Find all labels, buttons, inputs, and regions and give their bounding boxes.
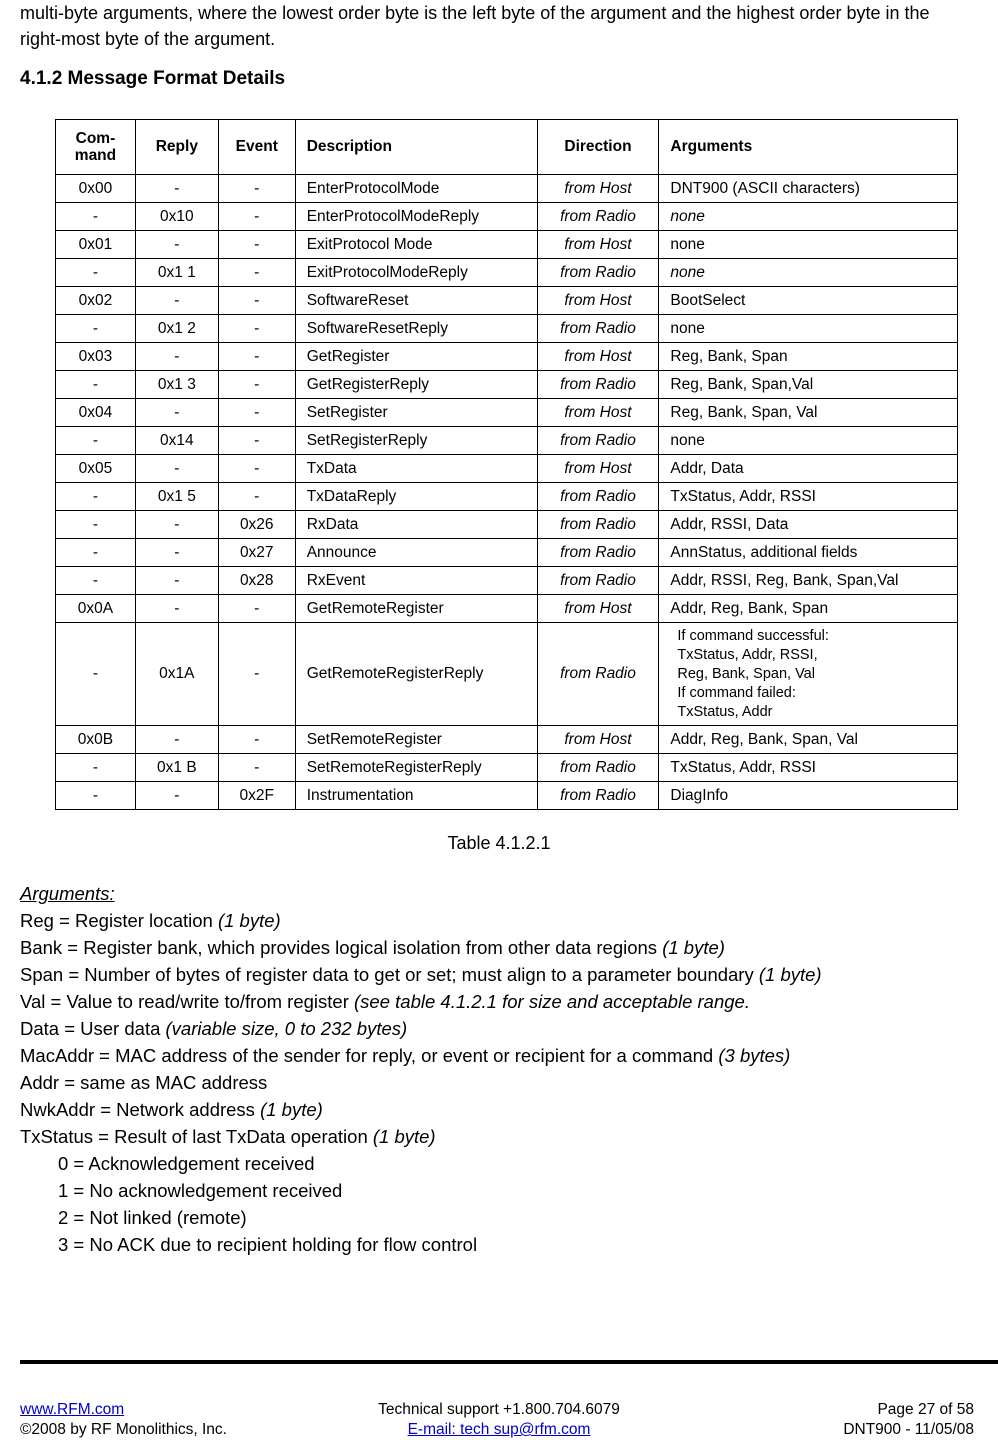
cell-description: Instrumentation bbox=[295, 782, 537, 810]
cell-direction: from Radio bbox=[537, 259, 659, 287]
argument-text: Bank = Register bank, which provides logical isolation from other data regions bbox=[20, 937, 663, 958]
argument-definition bbox=[20, 961, 980, 988]
cell-reply: - bbox=[135, 455, 218, 483]
table-row bbox=[56, 259, 958, 287]
cell-event: 0x26 bbox=[218, 511, 295, 539]
support-phone: Technical support +1.800.704.6079 bbox=[378, 1401, 620, 1418]
argument-text: MacAddr = MAC address of the sender for reply, or event or recipient for a command bbox=[20, 1045, 719, 1066]
cell-description: ExitProtocol Mode bbox=[295, 231, 537, 259]
table-row bbox=[56, 595, 958, 623]
cell-description: EnterProtocolMode bbox=[295, 175, 537, 203]
cell-reply: - bbox=[135, 726, 218, 754]
cell-event: 0x27 bbox=[218, 539, 295, 567]
argument-text: Span = Number of bytes of register data to get or set; must align to a parameter boundary bbox=[20, 964, 759, 985]
cell-event: - bbox=[218, 483, 295, 511]
cell-arguments: none bbox=[659, 427, 958, 455]
cell-direction: from Radio bbox=[537, 539, 659, 567]
website-link[interactable]: www.RFM.com bbox=[20, 1401, 125, 1418]
header-reply: Reply bbox=[135, 120, 218, 175]
argument-text: NwkAddr = Network address bbox=[20, 1099, 261, 1120]
cell-description: SetRemoteRegisterReply bbox=[295, 754, 537, 782]
cell-event: - bbox=[218, 455, 295, 483]
header-arguments: Arguments bbox=[659, 120, 958, 175]
header-direction: Direction bbox=[537, 120, 659, 175]
cell-arguments: Reg, Bank, Span bbox=[659, 343, 958, 371]
cell-direction: from Host bbox=[537, 726, 659, 754]
cell-event: - bbox=[218, 203, 295, 231]
section-heading: 4.1.2 Message Format Details bbox=[20, 68, 286, 89]
cell-event: - bbox=[218, 343, 295, 371]
cell-arguments bbox=[659, 623, 958, 726]
footer-rule bbox=[20, 1360, 998, 1364]
cell-reply: - bbox=[135, 539, 218, 567]
table-row bbox=[56, 371, 958, 399]
cell-direction: from Radio bbox=[537, 623, 659, 726]
cell-reply: - bbox=[135, 511, 218, 539]
status-code: 2 = Not linked (remote) bbox=[58, 1207, 247, 1228]
cell-arguments: none bbox=[659, 203, 958, 231]
cell-event: 0x28 bbox=[218, 567, 295, 595]
table-row bbox=[56, 203, 958, 231]
cell-description: SetRegisterReply bbox=[295, 427, 537, 455]
cell-description: SoftwareReset bbox=[295, 287, 537, 315]
cell-reply: - bbox=[135, 287, 218, 315]
cell-reply: - bbox=[135, 175, 218, 203]
cell-reply: - bbox=[135, 231, 218, 259]
status-code-list bbox=[20, 1150, 980, 1258]
argument-size-note: (see table 4.1.2.1 for size and acceptable range. bbox=[354, 991, 750, 1012]
argument-size-note: (variable size, 0 to 232 bytes) bbox=[165, 1018, 408, 1039]
cell-command: - bbox=[56, 427, 136, 455]
cell-direction: from Radio bbox=[537, 203, 659, 231]
footer-right bbox=[843, 1400, 974, 1440]
cell-command: - bbox=[56, 483, 136, 511]
argument-line: Reg, Bank, Span, Val bbox=[677, 665, 815, 682]
table-row bbox=[56, 399, 958, 427]
cell-command: 0x05 bbox=[56, 455, 136, 483]
table-row bbox=[56, 175, 958, 203]
cell-event: - bbox=[218, 427, 295, 455]
email-link[interactable]: E-mail: tech sup@rfm.com bbox=[407, 1421, 591, 1438]
argument-text: Addr = same as MAC address bbox=[20, 1072, 268, 1093]
cell-command: - bbox=[56, 203, 136, 231]
cell-event: - bbox=[218, 726, 295, 754]
argument-definition bbox=[20, 988, 980, 1015]
cell-reply: 0x1 B bbox=[135, 754, 218, 782]
cell-command: 0x04 bbox=[56, 399, 136, 427]
cell-direction: from Host bbox=[537, 399, 659, 427]
cell-event: - bbox=[218, 623, 295, 726]
cell-reply: - bbox=[135, 399, 218, 427]
page-number: Page 27 of 58 bbox=[877, 1401, 974, 1418]
cell-arguments: none bbox=[659, 259, 958, 287]
argument-size-note: (1 byte) bbox=[372, 1126, 436, 1147]
argument-line: TxStatus, Addr bbox=[677, 703, 773, 720]
cell-direction: from Host bbox=[537, 343, 659, 371]
argument-size-note: (1 byte) bbox=[217, 910, 281, 931]
table-row bbox=[56, 567, 958, 595]
table-caption: Table 4.1.2.1 bbox=[447, 833, 551, 853]
cell-direction: from Radio bbox=[537, 427, 659, 455]
cell-reply: 0x1 5 bbox=[135, 483, 218, 511]
cell-reply: 0x1 2 bbox=[135, 315, 218, 343]
cell-event: - bbox=[218, 371, 295, 399]
table-row bbox=[56, 511, 958, 539]
cell-description: GetRegister bbox=[295, 343, 537, 371]
cell-event: - bbox=[218, 259, 295, 287]
argument-size-note: (3 bytes) bbox=[718, 1045, 791, 1066]
cell-description: GetRegisterReply bbox=[295, 371, 537, 399]
cell-description: EnterProtocolModeReply bbox=[295, 203, 537, 231]
cell-arguments: Addr, Reg, Bank, Span, Val bbox=[659, 726, 958, 754]
cell-arguments: Addr, RSSI, Data bbox=[659, 511, 958, 539]
argument-text: Reg = Register location bbox=[20, 910, 218, 931]
cell-description: SoftwareResetReply bbox=[295, 315, 537, 343]
cell-reply: - bbox=[135, 343, 218, 371]
cell-direction: from Radio bbox=[537, 782, 659, 810]
cell-event: - bbox=[218, 231, 295, 259]
cell-reply: 0x1A bbox=[135, 623, 218, 726]
argument-size-note: (1 byte) bbox=[758, 964, 822, 985]
header-event: Event bbox=[218, 120, 295, 175]
cell-direction: from Host bbox=[537, 175, 659, 203]
argument-definition bbox=[20, 1123, 980, 1150]
argument-definition bbox=[20, 1042, 980, 1069]
argument-definition bbox=[20, 934, 980, 961]
table-row bbox=[56, 754, 958, 782]
argument-definition bbox=[20, 1015, 980, 1042]
cell-arguments: none bbox=[659, 231, 958, 259]
cell-event: - bbox=[218, 315, 295, 343]
cell-reply: - bbox=[135, 595, 218, 623]
argument-text: TxStatus = Result of last TxData operation bbox=[20, 1126, 373, 1147]
cell-arguments: Addr, RSSI, Reg, Bank, Span,Val bbox=[659, 567, 958, 595]
cell-command: - bbox=[56, 754, 136, 782]
argument-definition bbox=[20, 1096, 980, 1123]
cell-description: RxEvent bbox=[295, 567, 537, 595]
cell-event: - bbox=[218, 754, 295, 782]
argument-definition bbox=[20, 907, 980, 934]
cell-description: GetRemoteRegister bbox=[295, 595, 537, 623]
cell-reply: - bbox=[135, 567, 218, 595]
cell-direction: from Host bbox=[537, 287, 659, 315]
cell-arguments: Addr, Reg, Bank, Span bbox=[659, 595, 958, 623]
table-row bbox=[56, 343, 958, 371]
cell-event: - bbox=[218, 399, 295, 427]
cell-reply: 0x10 bbox=[135, 203, 218, 231]
cell-command: 0x03 bbox=[56, 343, 136, 371]
table-header-row bbox=[56, 120, 958, 175]
cell-direction: from Radio bbox=[537, 315, 659, 343]
table-row bbox=[56, 427, 958, 455]
cell-arguments: Reg, Bank, Span,Val bbox=[659, 371, 958, 399]
cell-description: TxData bbox=[295, 455, 537, 483]
argument-text: Data = User data bbox=[20, 1018, 166, 1039]
argument-line: TxStatus, Addr, RSSI, bbox=[677, 646, 818, 663]
cell-arguments: Reg, Bank, Span, Val bbox=[659, 399, 958, 427]
intro-paragraph: multi-byte arguments, where the lowest order byte is the left byte of the argument and the highest order byte in the right-most byte of the argument. bbox=[20, 3, 930, 49]
cell-description: SetRegister bbox=[295, 399, 537, 427]
argument-line: If command failed: bbox=[677, 684, 796, 701]
table-row bbox=[56, 726, 958, 754]
header-description: Description bbox=[295, 120, 537, 175]
status-code: 3 = No ACK due to recipient holding for flow control bbox=[58, 1234, 478, 1255]
cell-arguments: AnnStatus, additional fields bbox=[659, 539, 958, 567]
cell-description: Announce bbox=[295, 539, 537, 567]
cell-direction: from Host bbox=[537, 231, 659, 259]
cell-direction: from Radio bbox=[537, 511, 659, 539]
arguments-list bbox=[20, 907, 980, 1150]
arguments-title: Arguments: bbox=[20, 883, 115, 904]
table-row bbox=[56, 315, 958, 343]
table-row bbox=[56, 287, 958, 315]
cell-description: RxData bbox=[295, 511, 537, 539]
table-row bbox=[56, 623, 958, 726]
cell-direction: from Host bbox=[537, 595, 659, 623]
table-row bbox=[56, 782, 958, 810]
copyright-text: ©2008 by RF Monolithics, Inc. bbox=[20, 1421, 227, 1438]
header-command: Com- mand bbox=[56, 120, 136, 175]
status-code: 1 = No acknowledgement received bbox=[58, 1180, 343, 1201]
cell-arguments: none bbox=[659, 315, 958, 343]
argument-line: If command successful: bbox=[677, 627, 829, 644]
message-format-table bbox=[55, 119, 958, 810]
cell-command: - bbox=[56, 315, 136, 343]
cell-direction: from Radio bbox=[537, 483, 659, 511]
document-id: DNT900 - 11/05/08 bbox=[843, 1421, 974, 1438]
argument-definition bbox=[20, 1069, 980, 1096]
status-code: 0 = Acknowledgement received bbox=[58, 1153, 315, 1174]
cell-arguments: DNT900 (ASCII characters) bbox=[659, 175, 958, 203]
cell-command: 0x0A bbox=[56, 595, 136, 623]
cell-command: - bbox=[56, 567, 136, 595]
cell-command: - bbox=[56, 539, 136, 567]
cell-command: - bbox=[56, 782, 136, 810]
table-row bbox=[56, 539, 958, 567]
cell-command: 0x00 bbox=[56, 175, 136, 203]
cell-reply: 0x14 bbox=[135, 427, 218, 455]
cell-arguments: TxStatus, Addr, RSSI bbox=[659, 483, 958, 511]
table-row bbox=[56, 483, 958, 511]
table-body bbox=[56, 175, 958, 810]
cell-command: - bbox=[56, 511, 136, 539]
cell-description: GetRemoteRegisterReply bbox=[295, 623, 537, 726]
cell-reply: 0x1 3 bbox=[135, 371, 218, 399]
cell-command: - bbox=[56, 371, 136, 399]
cell-reply: 0x1 1 bbox=[135, 259, 218, 287]
cell-arguments: DiagInfo bbox=[659, 782, 958, 810]
cell-arguments: Addr, Data bbox=[659, 455, 958, 483]
cell-event: - bbox=[218, 175, 295, 203]
cell-event: - bbox=[218, 287, 295, 315]
argument-size-note: (1 byte) bbox=[260, 1099, 323, 1120]
cell-description: ExitProtocolModeReply bbox=[295, 259, 537, 287]
cell-command: 0x02 bbox=[56, 287, 136, 315]
cell-direction: from Radio bbox=[537, 754, 659, 782]
cell-direction: from Radio bbox=[537, 567, 659, 595]
cell-arguments: BootSelect bbox=[659, 287, 958, 315]
cell-direction: from Host bbox=[537, 455, 659, 483]
cell-arguments: TxStatus, Addr, RSSI bbox=[659, 754, 958, 782]
table-row bbox=[56, 455, 958, 483]
cell-event: - bbox=[218, 595, 295, 623]
table-row bbox=[56, 231, 958, 259]
cell-reply: - bbox=[135, 782, 218, 810]
cell-command: - bbox=[56, 259, 136, 287]
argument-size-note: (1 byte) bbox=[662, 937, 725, 958]
cell-description: SetRemoteRegister bbox=[295, 726, 537, 754]
cell-command: - bbox=[56, 623, 136, 726]
cell-direction: from Radio bbox=[537, 371, 659, 399]
cell-command: 0x0B bbox=[56, 726, 136, 754]
cell-event: 0x2F bbox=[218, 782, 295, 810]
cell-description: TxDataReply bbox=[295, 483, 537, 511]
cell-command: 0x01 bbox=[56, 231, 136, 259]
argument-text: Val = Value to read/write to/from register bbox=[20, 991, 355, 1012]
arguments-section bbox=[20, 880, 980, 1258]
